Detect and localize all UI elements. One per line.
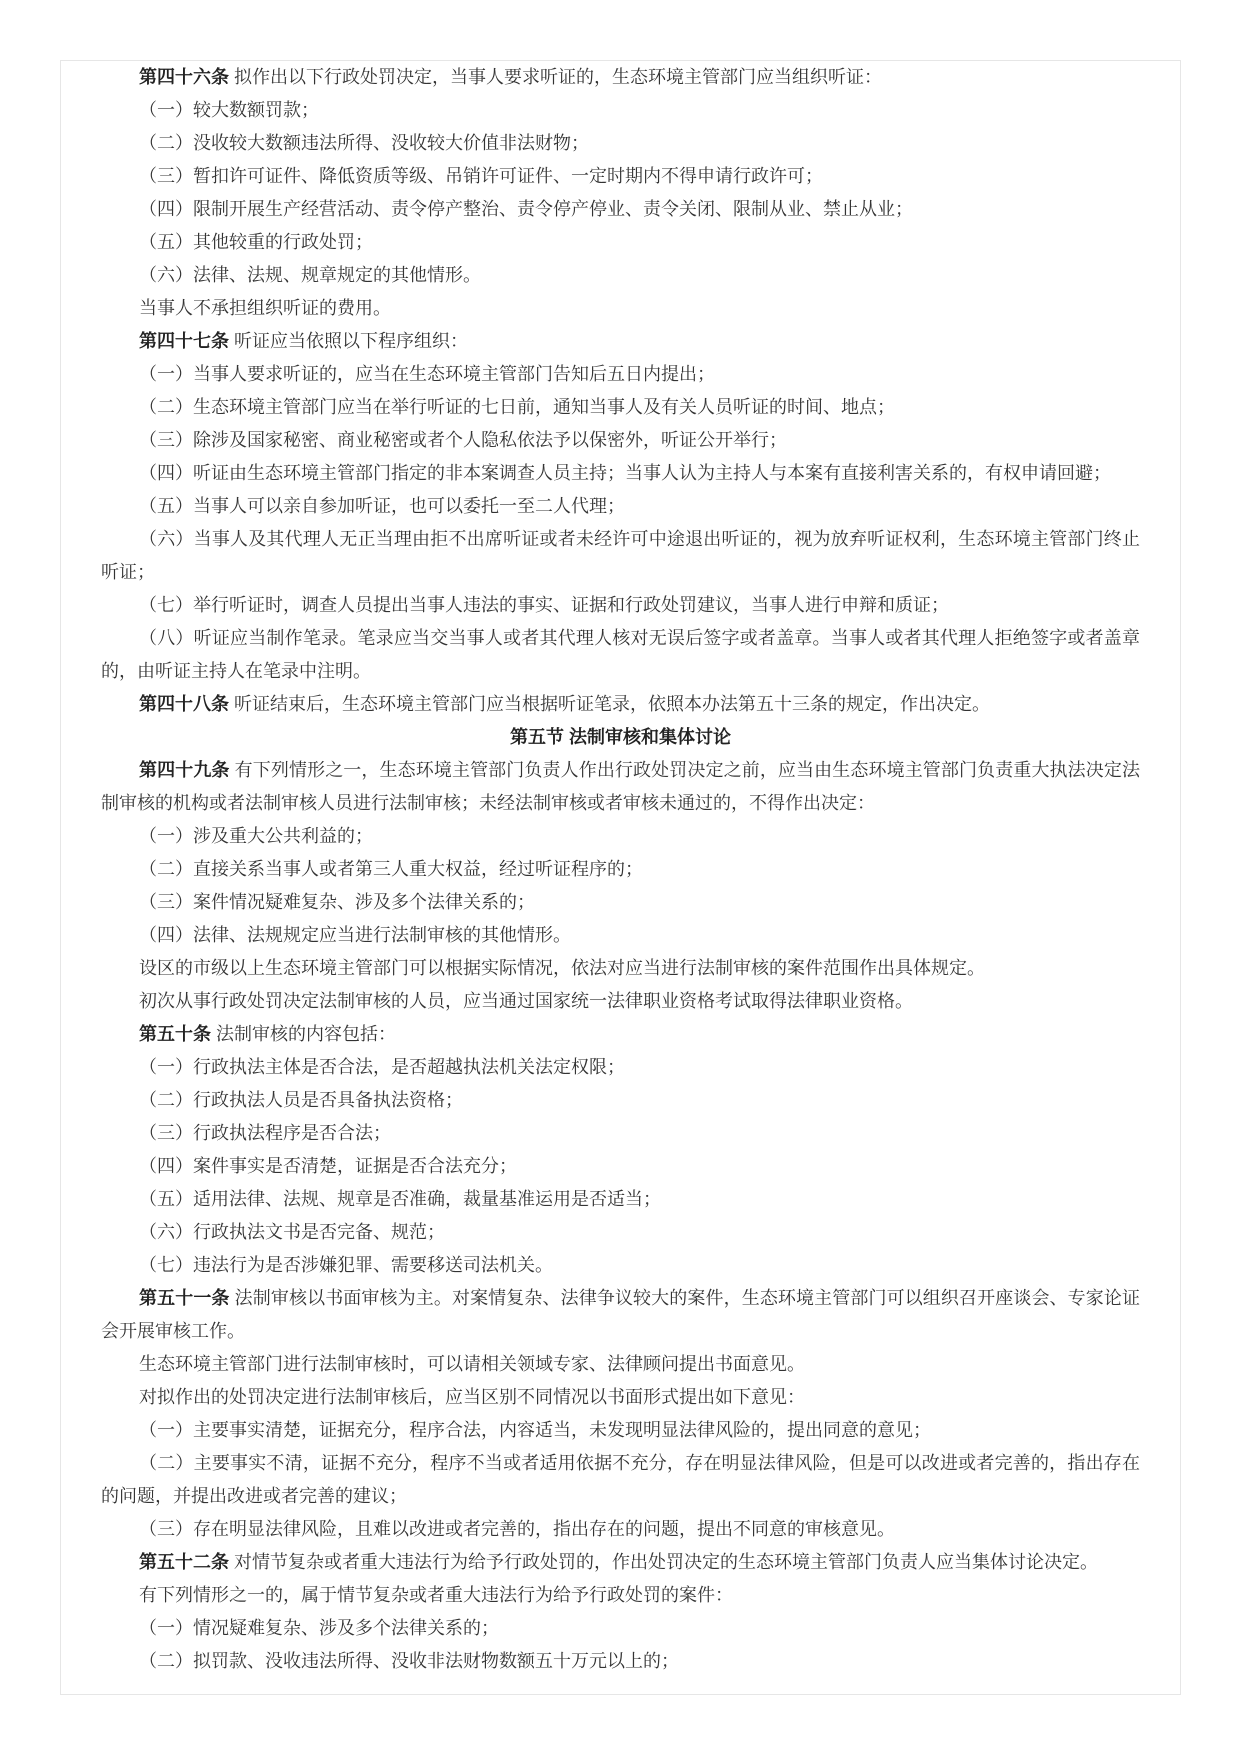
document-body bbox=[101, 61, 1140, 1678]
list-item: （四）法律、法规规定应当进行法制审核的其他情形。 bbox=[139, 925, 571, 945]
article-paragraph: 第五十条 法制审核的内容包括： bbox=[139, 1024, 396, 1044]
article-number: 第五十二条 bbox=[139, 1552, 229, 1572]
article-paragraph: 第四十九条 有下列情形之一，生态环境主管部门负责人作出行政处罚决定之前，应当由生态环境主管部门负责重大执法决定法制审核的机构或者法制审核人员进行法制审核；未经法制审核或者审核未通过的，不得作出决定： bbox=[101, 760, 1140, 813]
list-item: （一）主要事实清楚，证据充分，程序合法，内容适当，未发现明显法律风险的，提出同意的意见； bbox=[139, 1420, 931, 1440]
list-item: （七）举行听证时，调查人员提出当事人违法的事实、证据和行政处罚建议，当事人进行申辩和质证； bbox=[139, 595, 949, 615]
list-item: （二）生态环境主管部门应当在举行听证的七日前，通知当事人及有关人员听证的时间、地点； bbox=[139, 397, 895, 417]
list-item: （五）当事人可以亲自参加听证，也可以委托一至二人代理； bbox=[139, 496, 625, 516]
list-item: （二）拟罚款、没收违法所得、没收非法财物数额五十万元以上的； bbox=[139, 1651, 679, 1671]
list-item: （一）情况疑难复杂、涉及多个法律关系的； bbox=[139, 1618, 499, 1638]
article-paragraph: 第四十六条 拟作出以下行政处罚决定，当事人要求听证的，生态环境主管部门应当组织听证： bbox=[139, 67, 882, 87]
article-number: 第四十九条 bbox=[139, 760, 230, 780]
list-item: （二）行政执法人员是否具备执法资格； bbox=[139, 1090, 463, 1110]
list-item: （四）案件事实是否清楚，证据是否合法充分； bbox=[139, 1156, 517, 1176]
paragraph: 设区的市级以上生态环境主管部门可以根据实际情况，依法对应当进行法制审核的案件范围作出具体规定。 bbox=[139, 958, 985, 978]
article-number: 第四十八条 bbox=[139, 694, 229, 714]
article-number: 第四十六条 bbox=[139, 67, 229, 87]
list-item: （二）主要事实不清，证据不充分，程序不当或者适用依据不充分，存在明显法律风险，但是可以改进或者完善的，指出存在的问题，并提出改进或者完善的建议； bbox=[101, 1453, 1140, 1506]
list-item: （三）存在明显法律风险，且难以改进或者完善的，指出存在的问题，提出不同意的审核意见。 bbox=[139, 1519, 895, 1539]
paragraph: 对拟作出的处罚决定进行法制审核后，应当区别不同情况以书面形式提出如下意见： bbox=[139, 1387, 805, 1407]
paragraph: 当事人不承担组织听证的费用。 bbox=[139, 298, 391, 318]
list-item: （五）其他较重的行政处罚； bbox=[139, 232, 373, 252]
list-item: （一）涉及重大公共利益的； bbox=[139, 826, 373, 846]
list-item: （一）行政执法主体是否合法，是否超越执法机关法定权限； bbox=[139, 1057, 625, 1077]
article-number: 第四十七条 bbox=[139, 331, 229, 351]
list-item: （六）法律、法规、规章规定的其他情形。 bbox=[139, 265, 481, 285]
list-item: （七）违法行为是否涉嫌犯罪、需要移送司法机关。 bbox=[139, 1255, 553, 1275]
section-heading: 第五节 法制审核和集体讨论 bbox=[510, 727, 731, 747]
list-item: （三）暂扣许可证件、降低资质等级、吊销许可证件、一定时期内不得申请行政许可； bbox=[139, 166, 823, 186]
paragraph: 初次从事行政处罚决定法制审核的人员，应当通过国家统一法律职业资格考试取得法律职业资格。 bbox=[139, 991, 913, 1011]
list-item: （三）案件情况疑难复杂、涉及多个法律关系的； bbox=[139, 892, 535, 912]
list-item: （二）没收较大数额违法所得、没收较大价值非法财物； bbox=[139, 133, 589, 153]
list-item: （三）行政执法程序是否合法； bbox=[139, 1123, 391, 1143]
list-item: （五）适用法律、法规、规章是否准确，裁量基准运用是否适当； bbox=[139, 1189, 661, 1209]
article-paragraph: 第五十一条 法制审核以书面审核为主。对案情复杂、法律争议较大的案件，生态环境主管部门可以组织召开座谈会、专家论证会开展审核工作。 bbox=[101, 1288, 1140, 1341]
paragraph: 有下列情形之一的，属于情节复杂或者重大违法行为给予行政处罚的案件： bbox=[139, 1585, 733, 1605]
list-item: （四）限制开展生产经营活动、责令停产整治、责令停产停业、责令关闭、限制从业、禁止从业； bbox=[139, 199, 913, 219]
list-item: （四）听证由生态环境主管部门指定的非本案调查人员主持；当事人认为主持人与本案有直接利害关系的，有权申请回避； bbox=[139, 463, 1111, 483]
list-item: （三）除涉及国家秘密、商业秘密或者个人隐私依法予以保密外，听证公开举行； bbox=[139, 430, 787, 450]
article-number: 第五十一条 bbox=[139, 1288, 230, 1308]
article-paragraph: 第五十二条 对情节复杂或者重大违法行为给予行政处罚的，作出处罚决定的生态环境主管部门负责人应当集体讨论决定。 bbox=[139, 1552, 1098, 1572]
list-item: （六）行政执法文书是否完备、规范； bbox=[139, 1222, 445, 1242]
list-item: （一）较大数额罚款； bbox=[139, 100, 319, 120]
article-paragraph: 第四十八条 听证结束后，生态环境主管部门应当根据听证笔录，依照本办法第五十三条的规定，作出决定。 bbox=[139, 694, 990, 714]
list-item: （八）听证应当制作笔录。笔录应当交当事人或者其代理人核对无误后签字或者盖章。当事人或者其代理人拒绝签字或者盖章的，由听证主持人在笔录中注明。 bbox=[101, 628, 1140, 681]
list-item: （二）直接关系当事人或者第三人重大权益，经过听证程序的； bbox=[139, 859, 643, 879]
article-number: 第五十条 bbox=[139, 1024, 211, 1044]
document-page bbox=[60, 60, 1181, 1695]
list-item: （一）当事人要求听证的，应当在生态环境主管部门告知后五日内提出； bbox=[139, 364, 715, 384]
article-paragraph: 第四十七条 听证应当依照以下程序组织： bbox=[139, 331, 468, 351]
list-item: （六）当事人及其代理人无正当理由拒不出席听证或者未经许可中途退出听证的，视为放弃听证权利，生态环境主管部门终止听证； bbox=[101, 529, 1140, 582]
paragraph: 生态环境主管部门进行法制审核时，可以请相关领域专家、法律顾问提出书面意见。 bbox=[139, 1354, 805, 1374]
